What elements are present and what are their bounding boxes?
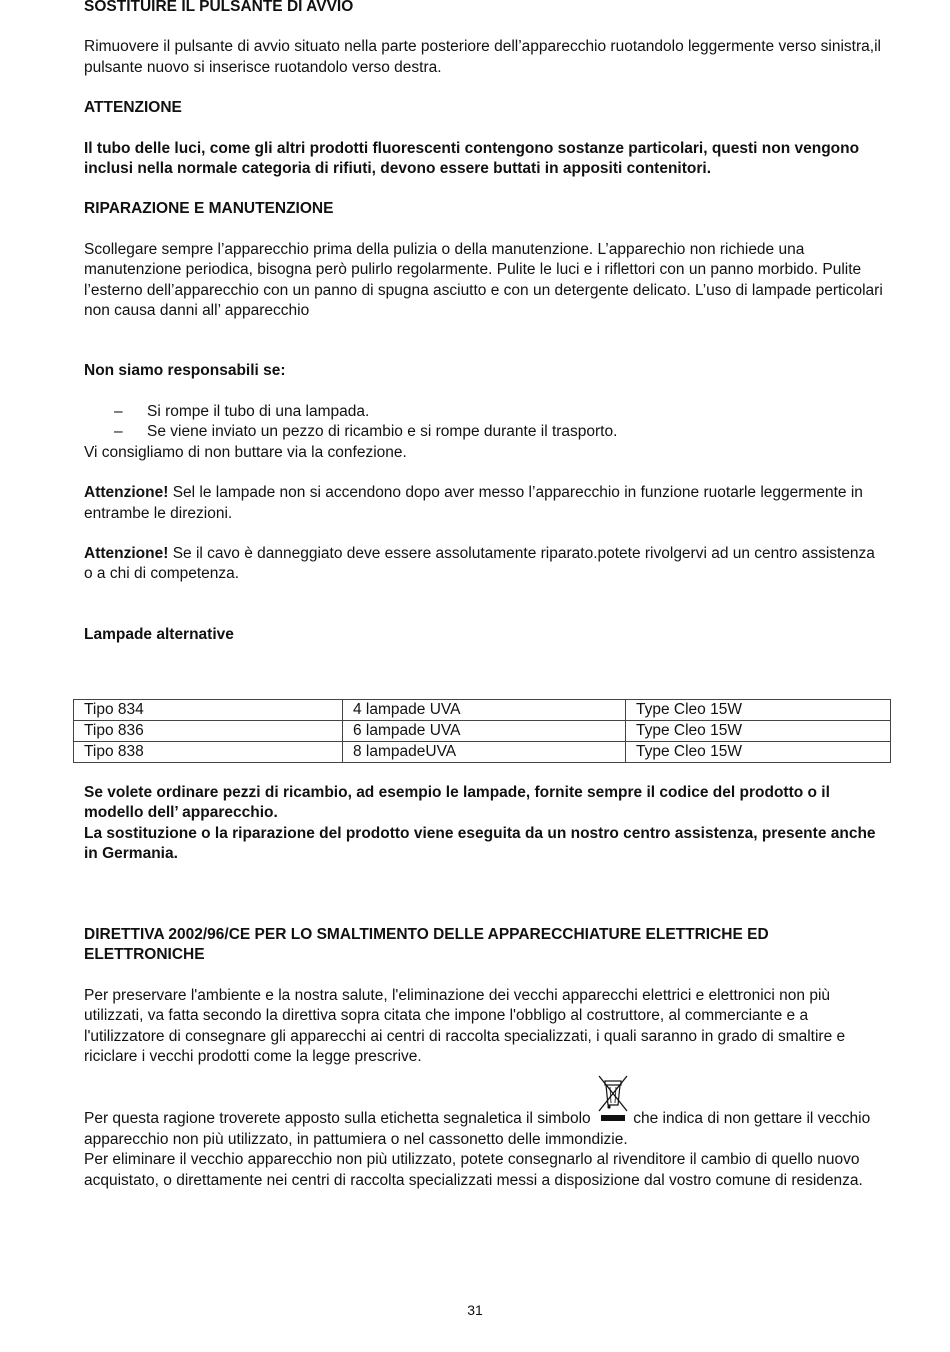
heading-repair: RIPARAZIONE E MANUTENZIONE bbox=[84, 200, 334, 218]
table-cell: Type Cleo 15W bbox=[626, 721, 891, 742]
crossed-bin-icon bbox=[597, 1087, 627, 1127]
table-cell: 6 lampade UVA bbox=[343, 721, 626, 742]
order-block bbox=[84, 783, 884, 865]
paragraph-order: Se volete ordinare pezzi di ricambio, ad esempio le lampade, fornite sempre il codice del prodotto o il modello dell’ apparecchio. bbox=[84, 784, 830, 822]
table-row bbox=[74, 742, 891, 763]
page-content bbox=[84, 0, 884, 645]
heading-not-responsible: Non siamo responsabili se: bbox=[84, 362, 286, 380]
table-cell: Tipo 836 bbox=[74, 721, 343, 742]
heading-start-button: SOSTITUIRE IL PULSANTE DI AVVIO bbox=[84, 0, 354, 15]
packaging-note: Vi consigliamo di non buttare via la confezione. bbox=[84, 443, 407, 461]
table-cell: Type Cleo 15W bbox=[626, 700, 891, 721]
table-cell: 8 lampadeUVA bbox=[343, 742, 626, 763]
list-item: – Si rompe il tubo di una lampada. bbox=[114, 402, 370, 420]
table-cell: Type Cleo 15W bbox=[626, 742, 891, 763]
heading-attention: ATTENZIONE bbox=[84, 99, 182, 117]
paragraph-start-button: Rimuovere il pulsante di avvio situato nella parte posteriore dell’apparecchio ruotandolo leggermente verso sinistra,il pulsante nuovo si inserisce ruotandolo verso destra. bbox=[84, 38, 881, 76]
heading-weee: DIRETTIVA 2002/96/CE PER LO SMALTIMENTO DELLE APPARECCHIATURE ELETTRICHE ED ELETTRONICHE bbox=[84, 926, 769, 964]
paragraph-repair: Scollegare sempre l’apparecchio prima della pulizia o della manutenzione. L’apparechio non richiede una manutenzione periodica, bisogna però pulirlo regolarmente. Pulite le luci e i riflettori con un panno morbido. Pulite l’esterno dell’apparecchio con un panno di spugna asciutto e con un detergente delicato. L’uso di lampade perticolari non causa danni all’ apparecchio bbox=[84, 240, 883, 320]
table-cell: 4 lampade UVA bbox=[343, 700, 626, 721]
paragraph-service: La sostituzione o la riparazione del prodotto viene eseguita da un nostro centro assistenza, presente anche in Germania. bbox=[84, 824, 876, 863]
table-cell: Tipo 834 bbox=[74, 700, 343, 721]
heading-alternative-lamps: Lampade alternative bbox=[84, 625, 234, 643]
page-number: 31 bbox=[467, 1302, 483, 1318]
responsibility-list bbox=[84, 402, 884, 443]
warning-lamps: Attenzione! Sel le lampade non si accendono dopo aver messo l’apparecchio in funzione ruotarle leggermente in entrambe le direzioni. bbox=[84, 484, 863, 522]
paragraph-attention: Il tubo delle luci, come gli altri prodotti fluorescenti contengono sostanze particolari, questi non vengono inclusi nella normale categoria di rifiuti, devono essere buttati in appositi contenitori. bbox=[84, 139, 860, 178]
table-row bbox=[74, 721, 891, 742]
paragraph-weee-3: Per eliminare il vecchio apparecchio non più utilizzato, potete consegnarlo al rivenditore il cambio di quello nuovo acquistato, o direttamente nei centri di raccolta specializzati messi a disposizione dal vostro comune di residenza. bbox=[84, 1151, 863, 1189]
list-item: – Se viene inviato un pezzo di ricambio e si rompe durante il trasporto. bbox=[114, 423, 618, 441]
table-row bbox=[74, 700, 891, 721]
warning-cable: Attenzione! Se il cavo è danneggiato deve essere assolutamente riparato.potete rivolgervi ad un centro assistenza o a chi di competenza. bbox=[84, 544, 875, 583]
paragraph-weee-1: Per preservare l'ambiente e la nostra salute, l'eliminazione dei vecchi apparecchi elettrici e elettronici non più utilizzati, va fatta secondo la direttiva sopra citata che impone l'obbligo al costruttore, al commerciante e a l'utilizzatore di consegnare gli apparecchi ai centri di raccolta specializzati, i quali saranno in grado di smaltire e riciclare i vecchi prodotti come la legge prescrive. bbox=[84, 986, 846, 1066]
table-cell: Tipo 838 bbox=[74, 742, 343, 763]
paragraph-weee-2: Per questa ragione troverete apposto sulla etichetta segnaletica il simbolo che indica di non gettare il vecchio apparecchio non più utilizzato, in pattumiera o nel cassonetto delle immondizie. bbox=[84, 1087, 884, 1150]
weee-block bbox=[84, 925, 884, 1191]
lamps-table bbox=[73, 699, 891, 763]
